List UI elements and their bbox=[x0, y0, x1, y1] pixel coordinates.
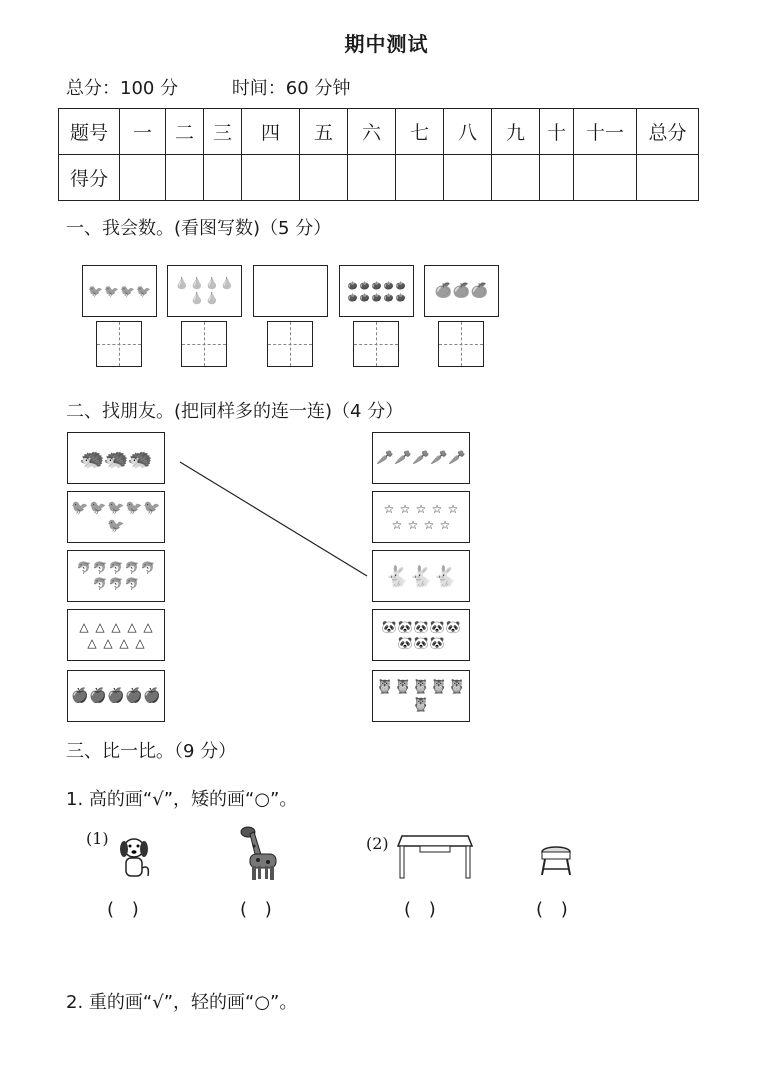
owl-icon: 🦉 bbox=[376, 679, 394, 695]
panda-icon: 🐼 bbox=[397, 636, 413, 650]
score-header-cell: 一 bbox=[120, 109, 166, 155]
score-header-cell: 六 bbox=[348, 109, 396, 155]
tomato-icon: 🍅 bbox=[395, 292, 406, 302]
bird-icon: 🐦 bbox=[107, 500, 125, 516]
question-1: 1. 高的画“√”，矮的画“○”。 bbox=[66, 789, 298, 810]
score-input-cell[interactable] bbox=[242, 155, 300, 201]
bird-icon: 🐦 bbox=[71, 500, 89, 516]
left-match-box[interactable] bbox=[67, 609, 165, 661]
panda-icon: 🐼 bbox=[381, 620, 397, 634]
score-header-cell: 总分 bbox=[637, 109, 699, 155]
score-header-cell: 七 bbox=[396, 109, 444, 155]
dolphin-icon: 🐬 bbox=[92, 577, 108, 591]
left-match-box[interactable] bbox=[67, 550, 165, 602]
tomato-icon: 🍅 bbox=[383, 292, 394, 302]
pear-icon: 🍐 bbox=[220, 277, 234, 290]
score-header-cell: 十一 bbox=[574, 109, 637, 155]
exam-meta bbox=[66, 74, 398, 100]
answer-paren-table[interactable]: ( ) bbox=[404, 899, 442, 920]
panda-icon: 🐼 bbox=[413, 636, 429, 650]
orange-icon: 🍊 bbox=[452, 283, 471, 299]
count-picture-box bbox=[82, 265, 157, 317]
score-value-row bbox=[59, 155, 699, 201]
score-table bbox=[58, 108, 699, 201]
score-header-row bbox=[59, 109, 699, 155]
tomato-icon: 🍅 bbox=[371, 292, 382, 302]
triangle-icon: △ bbox=[79, 620, 89, 634]
score-input-cell[interactable] bbox=[492, 155, 540, 201]
owl-icon: 🦉 bbox=[394, 679, 412, 695]
page-title: 期中测试 bbox=[344, 32, 429, 56]
star-icon: ☆ bbox=[423, 518, 435, 532]
score-input-cell[interactable] bbox=[396, 155, 444, 201]
count-answer-box[interactable] bbox=[267, 321, 313, 367]
bird-icon: 🐦 bbox=[88, 284, 103, 298]
dolphin-icon: 🐬 bbox=[140, 561, 156, 575]
orange-icon: 🍊 bbox=[434, 283, 453, 299]
score-header-cell: 五 bbox=[300, 109, 348, 155]
carrot-icon: 🥕 bbox=[412, 450, 430, 466]
right-match-box[interactable] bbox=[372, 609, 470, 661]
star-icon: ☆ bbox=[431, 502, 443, 516]
hedgehog-icon: 🦔 bbox=[79, 446, 105, 470]
count-answer-box[interactable] bbox=[438, 321, 484, 367]
bird-icon: 🐦 bbox=[120, 284, 135, 298]
dolphin-icon: 🐬 bbox=[108, 561, 124, 575]
tomato-icon: 🍅 bbox=[371, 280, 382, 290]
score-row-label: 得分 bbox=[59, 155, 120, 201]
right-match-box[interactable] bbox=[372, 550, 470, 602]
total-score: 总分：100 分 bbox=[66, 78, 179, 99]
question-2: 2. 重的画“√”，轻的画“○”。 bbox=[66, 992, 298, 1013]
exam-time: 时间：60 分钟 bbox=[231, 78, 351, 99]
left-match-box[interactable] bbox=[67, 432, 165, 484]
score-input-cell[interactable] bbox=[120, 155, 166, 201]
score-input-cell[interactable] bbox=[204, 155, 242, 201]
count-answer-box[interactable] bbox=[353, 321, 399, 367]
panda-icon: 🐼 bbox=[413, 620, 429, 634]
apple-icon: 🍎 bbox=[107, 688, 125, 704]
bird-icon: 🐦 bbox=[143, 500, 161, 516]
score-header-cell: 题号 bbox=[59, 109, 120, 155]
score-header-cell: 九 bbox=[492, 109, 540, 155]
tomato-icon: 🍅 bbox=[359, 292, 370, 302]
dolphin-icon: 🐬 bbox=[124, 561, 140, 575]
apple-icon: 🍎 bbox=[71, 688, 89, 704]
score-input-cell[interactable] bbox=[348, 155, 396, 201]
tomato-icon: 🍅 bbox=[359, 280, 370, 290]
count-picture-box bbox=[253, 265, 328, 317]
carrot-icon: 🥕 bbox=[376, 450, 394, 466]
count-picture-box bbox=[339, 265, 414, 317]
answer-paren-dog[interactable]: ( ) bbox=[107, 899, 145, 920]
triangle-icon: △ bbox=[87, 636, 97, 650]
giraffe-icon bbox=[236, 824, 284, 884]
dolphin-icon: 🐬 bbox=[76, 561, 92, 575]
triangle-icon: △ bbox=[135, 636, 145, 650]
pear-icon: 🍐 bbox=[175, 277, 189, 290]
tomato-icon: 🍅 bbox=[347, 292, 358, 302]
section2-heading: 二、找朋友。(把同样多的连一连)（4 分） bbox=[66, 401, 404, 422]
count-answer-box[interactable] bbox=[181, 321, 227, 367]
apple-icon: 🍎 bbox=[89, 688, 107, 704]
triangle-icon: △ bbox=[127, 620, 137, 634]
rabbit-icon: 🐇 bbox=[408, 564, 434, 588]
dolphin-icon: 🐬 bbox=[108, 577, 124, 591]
carrot-icon: 🥕 bbox=[394, 450, 412, 466]
bird-icon: 🐦 bbox=[125, 500, 143, 516]
count-picture-box bbox=[424, 265, 499, 317]
panda-icon: 🐼 bbox=[397, 620, 413, 634]
bird-icon: 🐦 bbox=[89, 500, 107, 516]
panda-icon: 🐼 bbox=[429, 620, 445, 634]
left-match-box[interactable] bbox=[67, 670, 165, 722]
owl-icon: 🦉 bbox=[412, 697, 430, 713]
star-icon: ☆ bbox=[391, 518, 403, 532]
score-input-cell[interactable] bbox=[540, 155, 574, 201]
score-header-cell: 十 bbox=[540, 109, 574, 155]
score-input-cell[interactable] bbox=[574, 155, 637, 201]
right-match-box[interactable] bbox=[372, 491, 470, 543]
pear-icon: 🍐 bbox=[190, 277, 204, 290]
score-header-cell: 八 bbox=[444, 109, 492, 155]
apple-icon: 🍎 bbox=[125, 688, 143, 704]
bird-icon: 🐦 bbox=[136, 284, 151, 298]
count-picture-box bbox=[167, 265, 242, 317]
right-match-box[interactable] bbox=[372, 670, 470, 722]
rabbit-icon: 🐇 bbox=[384, 564, 410, 588]
bird-icon: 🐦 bbox=[104, 284, 119, 298]
tomato-icon: 🍅 bbox=[395, 280, 406, 290]
item-label-2: (2) bbox=[366, 834, 389, 853]
star-icon: ☆ bbox=[439, 518, 451, 532]
stool-icon bbox=[538, 845, 574, 877]
owl-icon: 🦉 bbox=[430, 679, 448, 695]
apple-icon: 🍎 bbox=[143, 688, 161, 704]
answer-paren-giraffe[interactable]: ( ) bbox=[240, 899, 278, 920]
dog-icon bbox=[114, 832, 154, 882]
star-icon: ☆ bbox=[399, 502, 411, 516]
bird-icon: 🐦 bbox=[107, 518, 125, 534]
section1-heading: 一、我会数。(看图写数)（5 分） bbox=[66, 218, 332, 239]
star-icon: ☆ bbox=[383, 502, 395, 516]
score-input-cell[interactable] bbox=[300, 155, 348, 201]
score-input-cell[interactable] bbox=[637, 155, 699, 201]
pear-icon: 🍐 bbox=[190, 292, 204, 305]
tomato-icon: 🍅 bbox=[347, 280, 358, 290]
triangle-icon: △ bbox=[143, 620, 153, 634]
score-input-cell[interactable] bbox=[444, 155, 492, 201]
triangle-icon: △ bbox=[103, 636, 113, 650]
section3-heading: 三、比一比。（9 分） bbox=[66, 741, 237, 762]
triangle-icon: △ bbox=[95, 620, 105, 634]
dolphin-icon: 🐬 bbox=[92, 561, 108, 575]
triangle-icon: △ bbox=[119, 636, 129, 650]
right-match-box[interactable] bbox=[372, 432, 470, 484]
owl-icon: 🦉 bbox=[448, 679, 466, 695]
star-icon: ☆ bbox=[407, 518, 419, 532]
score-header-cell: 三 bbox=[204, 109, 242, 155]
score-input-cell[interactable] bbox=[166, 155, 204, 201]
rabbit-icon: 🐇 bbox=[432, 564, 458, 588]
star-icon: ☆ bbox=[415, 502, 427, 516]
score-header-cell: 二 bbox=[166, 109, 204, 155]
panda-icon: 🐼 bbox=[429, 636, 445, 650]
star-icon: ☆ bbox=[447, 502, 459, 516]
table-icon bbox=[396, 830, 474, 880]
hedgehog-icon: 🦔 bbox=[103, 446, 129, 470]
pear-icon: 🍐 bbox=[205, 277, 219, 290]
pear-icon: 🍐 bbox=[205, 292, 219, 305]
owl-icon: 🦉 bbox=[412, 679, 430, 695]
item-label-1: (1) bbox=[86, 829, 109, 848]
hedgehog-icon: 🦔 bbox=[127, 446, 153, 470]
score-header-cell: 四 bbox=[242, 109, 300, 155]
carrot-icon: 🥕 bbox=[448, 450, 466, 466]
tomato-icon: 🍅 bbox=[383, 280, 394, 290]
dolphin-icon: 🐬 bbox=[124, 577, 140, 591]
panda-icon: 🐼 bbox=[445, 620, 461, 634]
count-answer-box[interactable] bbox=[96, 321, 142, 367]
answer-paren-stool[interactable]: ( ) bbox=[536, 899, 574, 920]
triangle-icon: △ bbox=[111, 620, 121, 634]
left-match-box[interactable] bbox=[67, 491, 165, 543]
carrot-icon: 🥕 bbox=[430, 450, 448, 466]
orange-icon: 🍊 bbox=[470, 283, 489, 299]
example-match-line bbox=[180, 462, 367, 576]
